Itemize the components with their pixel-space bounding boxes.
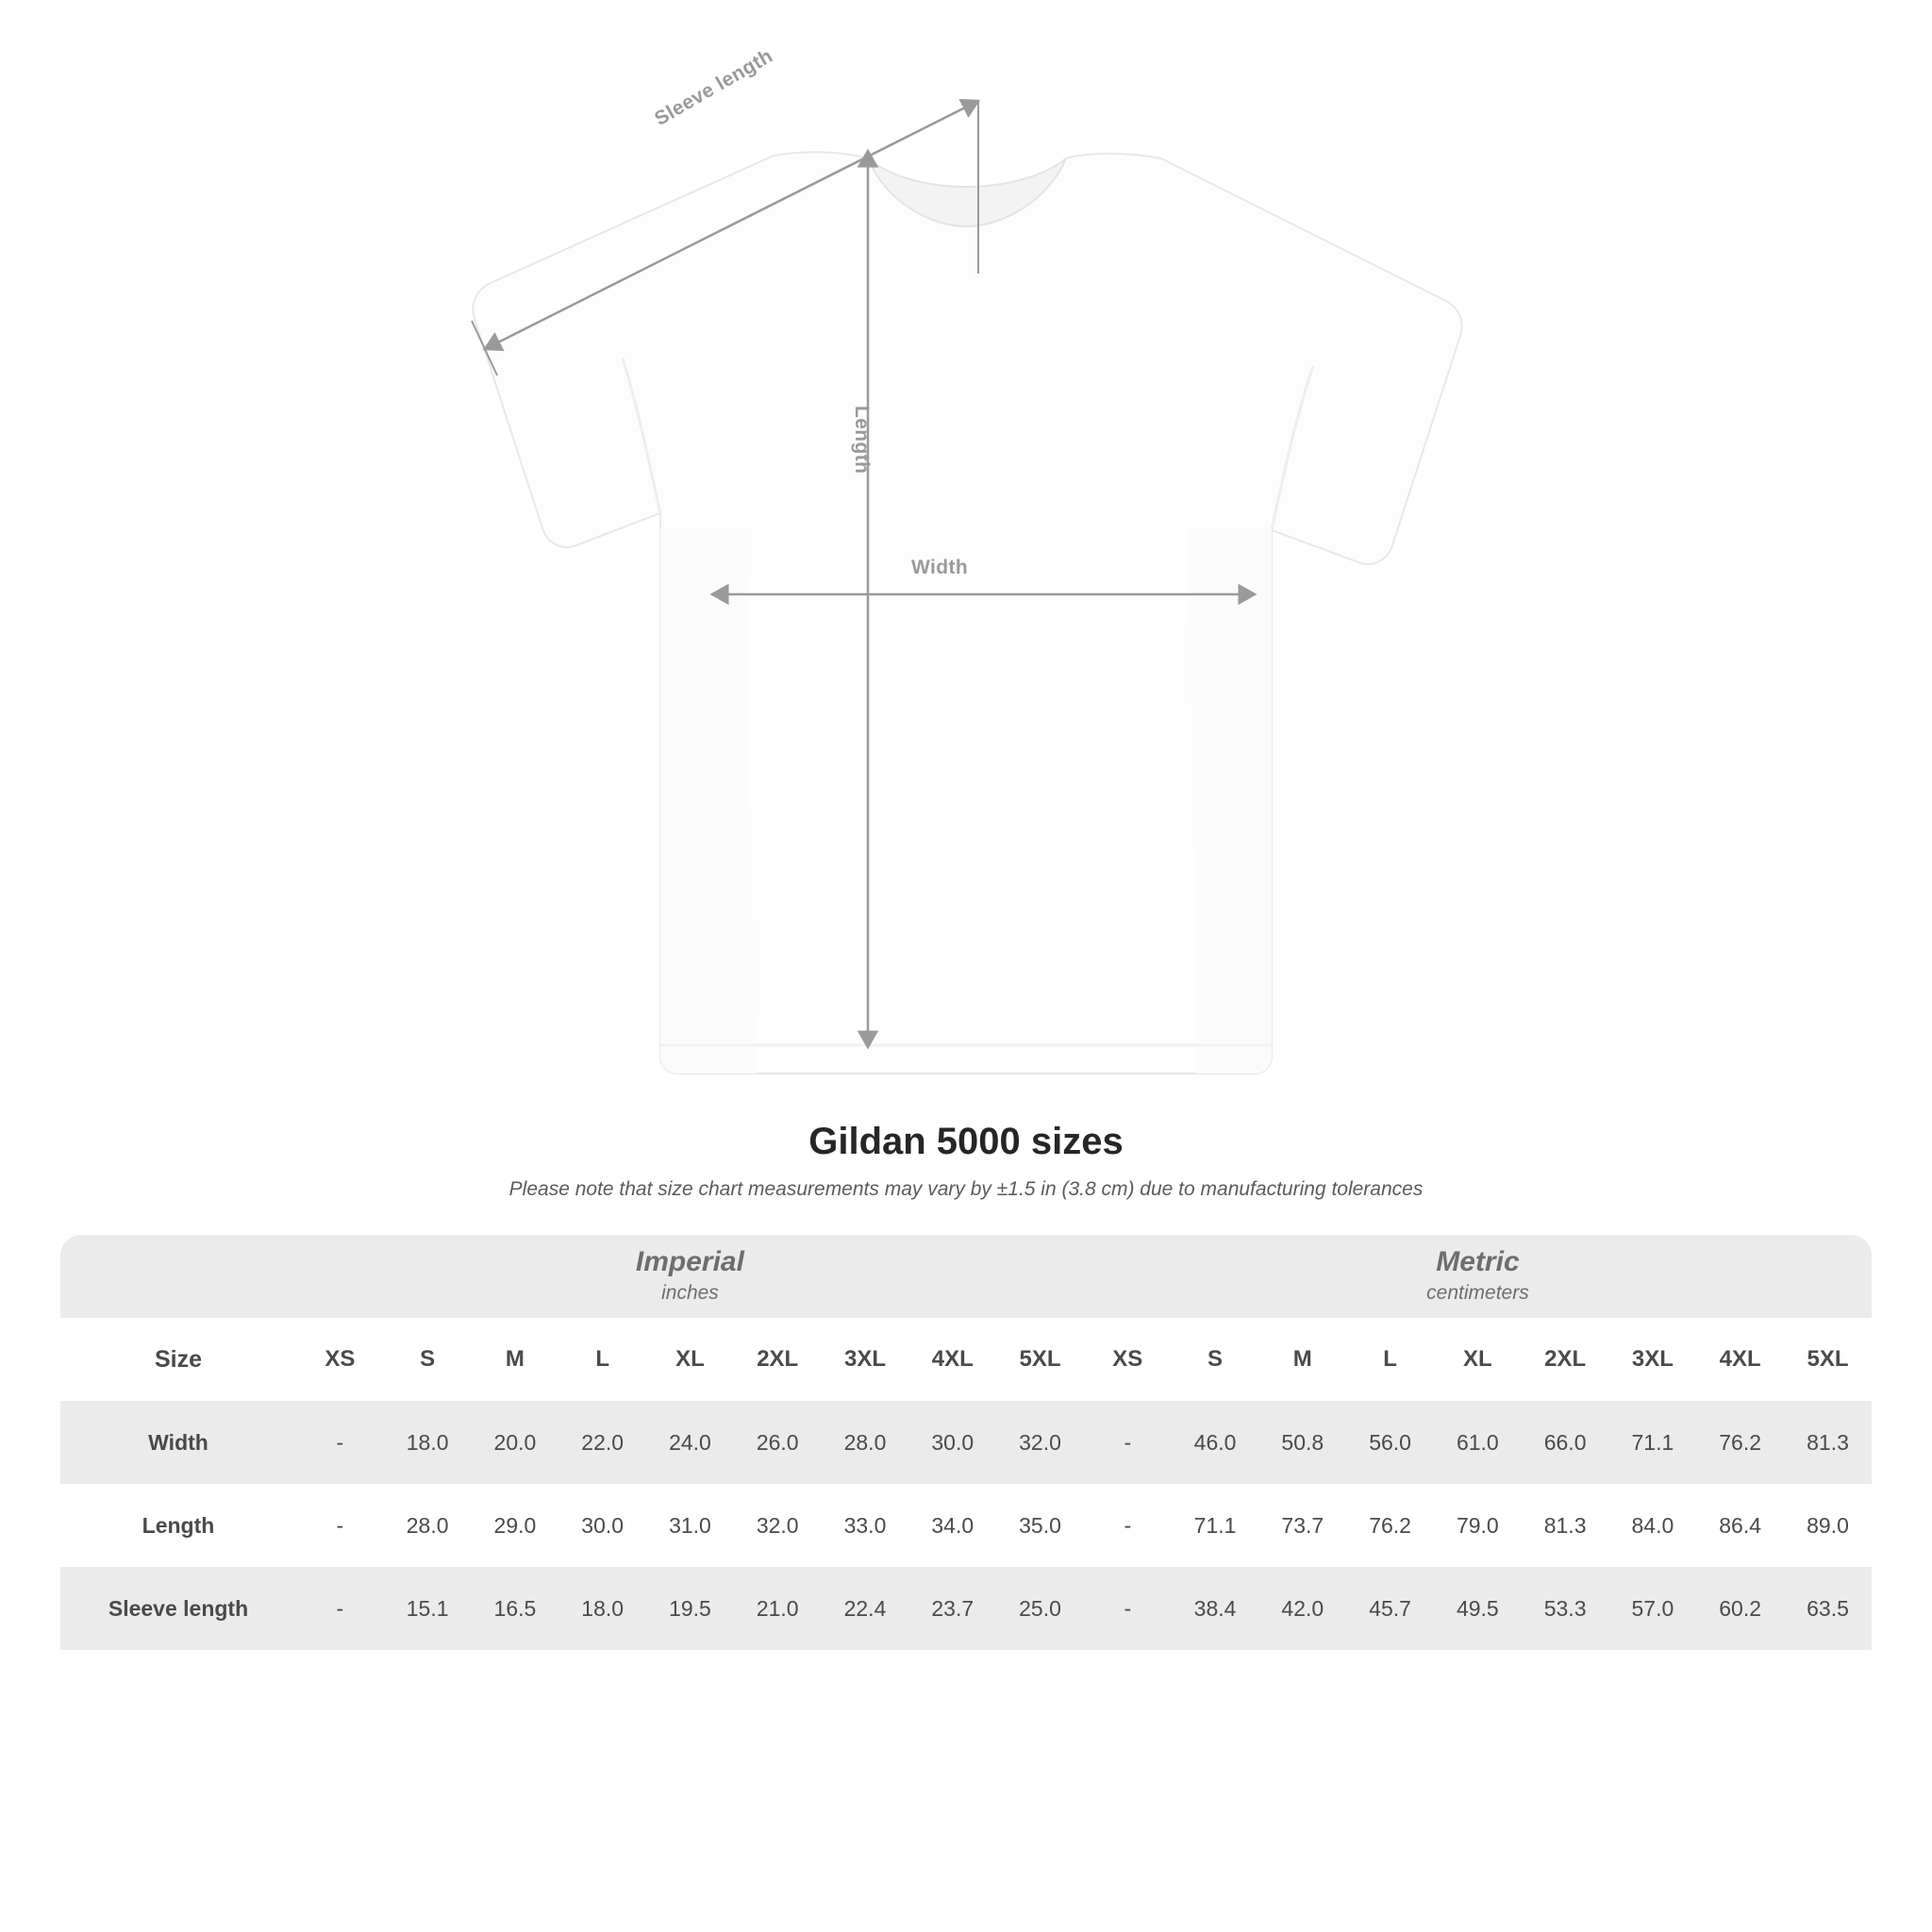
cell-width-metric-3xl: 71.1 <box>1608 1401 1696 1484</box>
measurement-note: Please note that size chart measurements may vary by ±1.5 in (3.8 cm) due to manufacturing tolerances <box>508 1178 1424 1200</box>
cell-sleeve-length-metric-2xl: 53.3 <box>1522 1567 1609 1650</box>
table-row <box>60 1401 1872 1484</box>
cell-sleeve-length-imperial-5xl: 25.0 <box>996 1567 1084 1650</box>
cell-sleeve-length-metric-3xl: 57.0 <box>1608 1567 1696 1650</box>
sleeve-length-label: Sleeve length <box>651 44 777 130</box>
row-label-length: Length <box>60 1484 296 1567</box>
metric-group-header <box>1084 1235 1872 1318</box>
cell-width-imperial-m: 20.0 <box>472 1401 559 1484</box>
cell-sleeve-length-metric-xs: - <box>1084 1567 1172 1650</box>
group-row-corner <box>60 1235 296 1318</box>
imperial-group-header <box>296 1235 1084 1318</box>
cell-sleeve-length-imperial-3xl: 22.4 <box>822 1567 909 1650</box>
size-header-metric-s: S <box>1172 1318 1259 1401</box>
cell-length-imperial-xs: - <box>296 1484 384 1567</box>
cell-sleeve-length-metric-xl: 49.5 <box>1434 1567 1522 1650</box>
cell-width-imperial-5xl: 32.0 <box>996 1401 1084 1484</box>
cell-sleeve-length-metric-4xl: 60.2 <box>1696 1567 1784 1650</box>
table-row <box>60 1484 1872 1567</box>
cell-width-metric-xs: - <box>1084 1401 1172 1484</box>
cell-length-metric-5xl: 89.0 <box>1784 1484 1872 1567</box>
imperial-group-unit: inches <box>661 1281 719 1304</box>
metric-group-unit: centimeters <box>1426 1281 1529 1304</box>
cell-length-imperial-4xl: 34.0 <box>908 1484 996 1567</box>
cell-width-metric-s: 46.0 <box>1172 1401 1259 1484</box>
cell-length-imperial-l: 30.0 <box>558 1484 646 1567</box>
cell-length-metric-xl: 79.0 <box>1434 1484 1522 1567</box>
cell-width-imperial-xl: 24.0 <box>646 1401 734 1484</box>
cell-length-imperial-2xl: 32.0 <box>734 1484 822 1567</box>
cell-sleeve-length-imperial-s: 15.1 <box>384 1567 472 1650</box>
size-header-imperial-l: L <box>558 1318 646 1401</box>
cell-sleeve-length-metric-s: 38.4 <box>1172 1567 1259 1650</box>
row-label-width: Width <box>60 1401 296 1484</box>
width-label: Width <box>911 557 969 578</box>
size-header-metric-xl: XL <box>1434 1318 1522 1401</box>
cell-length-metric-s: 71.1 <box>1172 1484 1259 1567</box>
cell-length-imperial-m: 29.0 <box>472 1484 559 1567</box>
size-header-metric-4xl: 4XL <box>1696 1318 1784 1401</box>
cell-width-imperial-l: 22.0 <box>558 1401 646 1484</box>
cell-sleeve-length-metric-l: 45.7 <box>1346 1567 1434 1650</box>
cell-sleeve-length-imperial-2xl: 21.0 <box>734 1567 822 1650</box>
cell-length-metric-m: 73.7 <box>1258 1484 1346 1567</box>
cell-sleeve-length-metric-5xl: 63.5 <box>1784 1567 1872 1650</box>
cell-width-metric-l: 56.0 <box>1346 1401 1434 1484</box>
cell-width-metric-2xl: 66.0 <box>1522 1401 1609 1484</box>
cell-length-metric-4xl: 86.4 <box>1696 1484 1784 1567</box>
length-label: Length <box>851 406 873 475</box>
size-header-row <box>60 1318 1872 1401</box>
size-table-wrapper <box>60 1235 1872 1650</box>
size-header-metric-3xl: 3XL <box>1608 1318 1696 1401</box>
size-header-metric-2xl: 2XL <box>1522 1318 1609 1401</box>
size-header-imperial-4xl: 4XL <box>908 1318 996 1401</box>
cell-length-metric-3xl: 84.0 <box>1608 1484 1696 1567</box>
page-title: Gildan 5000 sizes <box>808 1121 1124 1162</box>
cell-sleeve-length-imperial-l: 18.0 <box>558 1567 646 1650</box>
title-block <box>0 1121 1932 1201</box>
size-table <box>60 1235 1872 1650</box>
size-row-label: Size <box>60 1318 296 1401</box>
cell-width-metric-m: 50.8 <box>1258 1401 1346 1484</box>
size-header-imperial-m: M <box>472 1318 559 1401</box>
imperial-group-title: Imperial <box>635 1246 744 1278</box>
cell-sleeve-length-imperial-xl: 19.5 <box>646 1567 734 1650</box>
size-header-imperial-xl: XL <box>646 1318 734 1401</box>
size-header-imperial-xs: XS <box>296 1318 384 1401</box>
size-header-imperial-3xl: 3XL <box>822 1318 909 1401</box>
cell-length-imperial-s: 28.0 <box>384 1484 472 1567</box>
table-row <box>60 1567 1872 1650</box>
size-header-imperial-s: S <box>384 1318 472 1401</box>
cell-width-imperial-s: 18.0 <box>384 1401 472 1484</box>
cell-sleeve-length-imperial-m: 16.5 <box>472 1567 559 1650</box>
unit-group-row <box>60 1235 1872 1318</box>
cell-width-imperial-2xl: 26.0 <box>734 1401 822 1484</box>
cell-length-metric-l: 76.2 <box>1346 1484 1434 1567</box>
cell-length-metric-xs: - <box>1084 1484 1172 1567</box>
cell-width-imperial-4xl: 30.0 <box>908 1401 996 1484</box>
cell-width-metric-5xl: 81.3 <box>1784 1401 1872 1484</box>
cell-width-imperial-xs: - <box>296 1401 384 1484</box>
cell-length-imperial-xl: 31.0 <box>646 1484 734 1567</box>
size-header-imperial-5xl: 5XL <box>996 1318 1084 1401</box>
cell-width-metric-4xl: 76.2 <box>1696 1401 1784 1484</box>
size-header-metric-5xl: 5XL <box>1784 1318 1872 1401</box>
size-header-metric-m: M <box>1258 1318 1346 1401</box>
cell-length-imperial-5xl: 35.0 <box>996 1484 1084 1567</box>
cell-width-metric-xl: 61.0 <box>1434 1401 1522 1484</box>
size-table-body <box>60 1401 1872 1650</box>
size-header-metric-l: L <box>1346 1318 1434 1401</box>
cell-width-imperial-3xl: 28.0 <box>822 1401 909 1484</box>
size-header-imperial-2xl: 2XL <box>734 1318 822 1401</box>
size-header-metric-xs: XS <box>1084 1318 1172 1401</box>
cell-sleeve-length-imperial-xs: - <box>296 1567 384 1650</box>
cell-length-metric-2xl: 81.3 <box>1522 1484 1609 1567</box>
cell-sleeve-length-imperial-4xl: 23.7 <box>908 1567 996 1650</box>
cell-sleeve-length-metric-m: 42.0 <box>1258 1567 1346 1650</box>
metric-group-title: Metric <box>1436 1246 1520 1278</box>
row-label-sleeve-length: Sleeve length <box>60 1567 296 1650</box>
cell-length-imperial-3xl: 33.0 <box>822 1484 909 1567</box>
